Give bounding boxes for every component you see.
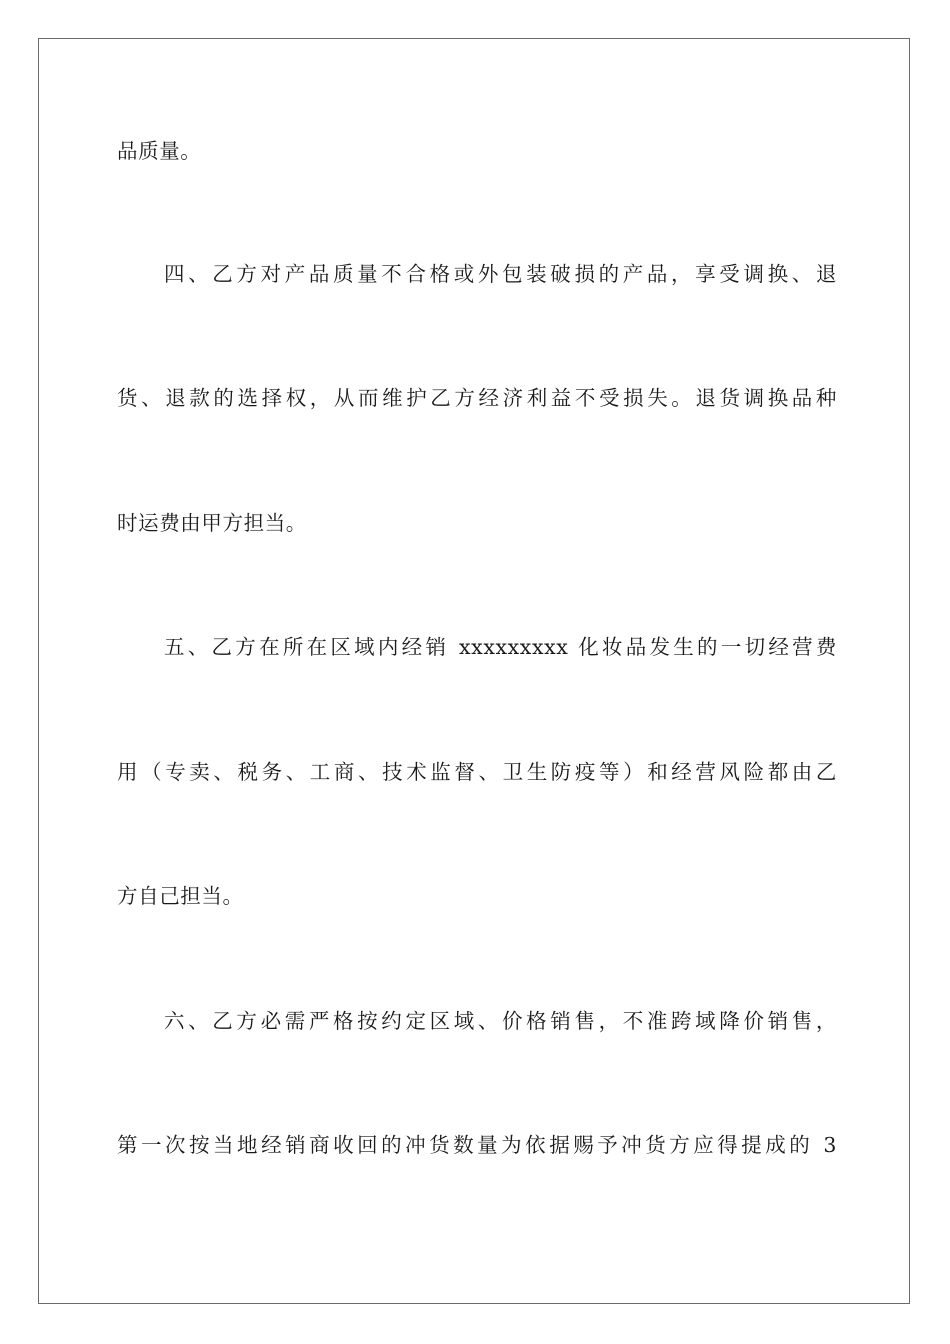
- page-border: [38, 38, 910, 1304]
- paragraph-line: 六、乙方必需严格按约定区域、价格销售，不准跨域降价销售，: [164, 1009, 837, 1033]
- paragraph-line: 货、退款的选择权，从而维护乙方经济利益不受损失。退货调换品种: [117, 386, 837, 410]
- paragraph-line: 品质量。: [117, 139, 202, 163]
- paragraph-line: 五、乙方在所在区域内经销 xxxxxxxxx 化妆品发生的一切经营费: [164, 635, 837, 659]
- paragraph-line: 第一次按当地经销商收回的冲货数量为依据赐予冲货方应得提成的 3: [117, 1133, 837, 1157]
- paragraph-line: 四、乙方对产品质量不合格或外包装破损的产品，享受调换、退: [164, 262, 837, 286]
- paragraph-line: 用（专卖、税务、工商、技术监督、卫生防疫等）和经营风险都由乙: [117, 760, 837, 784]
- paragraph-line: 方自己担当。: [117, 884, 244, 908]
- paragraph-line: 时运费由甲方担当。: [117, 511, 307, 535]
